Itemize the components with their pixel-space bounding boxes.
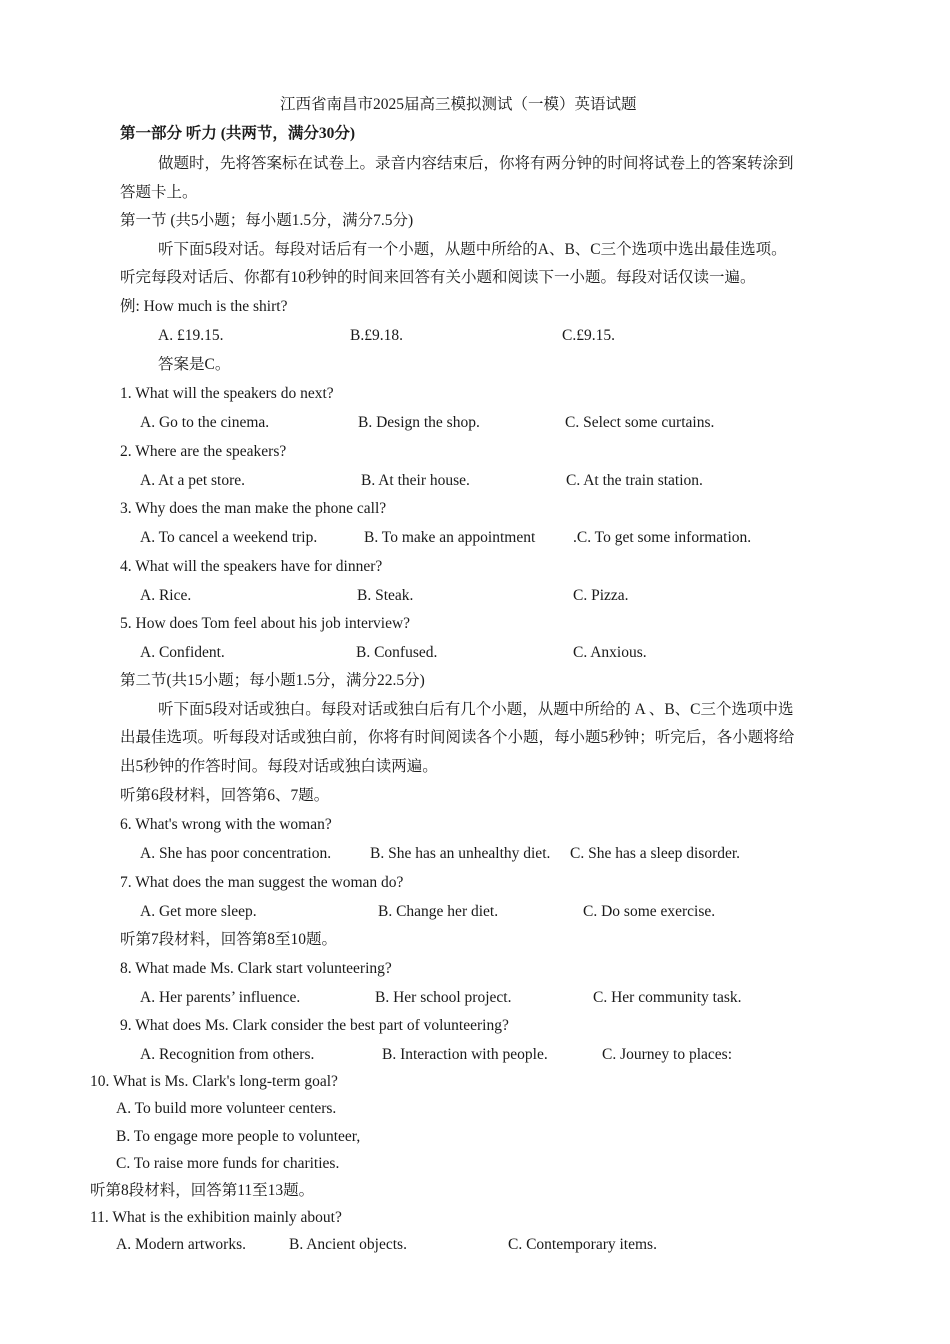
option-a: A. To build more volunteer centers. (116, 1100, 337, 1117)
option-c: C. Anxious. (573, 644, 647, 661)
option-b: B. Confused. (356, 644, 438, 661)
option-b: B. Ancient objects. (289, 1236, 407, 1253)
example-option-a: A. £19.15. (158, 327, 224, 344)
option-a: A. Go to the cinema. (140, 414, 270, 431)
option-b: B. Change her diet. (378, 903, 499, 920)
material-6-heading: 听第6段材料，回答第6、7题。 (120, 787, 330, 804)
section1-directions: 听下面5段对话。每段对话后有一个小题，从题中所给的A、B、C三个选项中选出最佳选项。 (158, 241, 787, 258)
option-b: B. Interaction with people. (382, 1046, 548, 1063)
instructions-line: 答题卡上。 (120, 184, 198, 201)
part1-heading: 第一部分 听力 (共两节，满分30分) (120, 125, 356, 142)
option-c: C. Contemporary items. (508, 1236, 657, 1253)
example-option-c: C.£9.15. (562, 327, 615, 344)
question-text: 8. What made Ms. Clark start volunteering? (120, 960, 392, 977)
question-text: 2. Where are the speakers? (120, 443, 287, 460)
option-c: C. She has a sleep disorder. (570, 845, 741, 862)
option-a: A. To cancel a weekend trip. (140, 529, 318, 546)
question-text: 9. What does Ms. Clark consider the best part of volunteering? (120, 1017, 509, 1034)
option-c: C. Journey to places: (602, 1046, 733, 1063)
question-text: 4. What will the speakers have for dinner? (120, 558, 383, 575)
section1-heading: 第一节 (共5小题；每小题1.5分，满分7.5分) (120, 212, 414, 229)
option-a: A. She has poor concentration. (140, 845, 332, 862)
option-b: B. Design the shop. (358, 414, 480, 431)
option-c: C. To raise more funds for charities. (116, 1155, 340, 1172)
option-b: B. She has an unhealthy diet. (370, 845, 551, 862)
option-c: C. At the train station. (566, 472, 703, 489)
option-b: B. To make an appointment (364, 529, 536, 546)
option-a: A. Recognition from others. (140, 1046, 315, 1063)
option-a: A. Rice. (140, 587, 192, 604)
option-b: B. Her school project. (375, 989, 512, 1006)
option-b: B. Steak. (357, 587, 414, 604)
question-text: 3. Why does the man make the phone call? (120, 500, 387, 517)
question-text: 1. What will the speakers do next? (120, 385, 334, 402)
instructions-line: 做题时，先将答案标在试卷上。录音内容结束后，你将有两分钟的时间将试卷上的答案转涂到 (158, 155, 794, 172)
section2-directions: 出5秒钟的作答时间。每段对话或独白读两遍。 (120, 758, 438, 775)
section2-heading: 第二节(共15小题；每小题1.5分，满分22.5分) (120, 672, 425, 689)
section2-directions: 出最佳选项。听每段对话或独白前，你将有时间阅读各个小题，每小题5秒钟；听完后，各小题将给 (120, 729, 795, 746)
option-b: B. To engage more people to volunteer, (116, 1128, 361, 1145)
question-text: 5. How does Tom feel about his job interview? (120, 615, 411, 632)
option-c: C. Do some exercise. (583, 903, 716, 920)
question-text: 6. What's wrong with the woman? (120, 816, 332, 833)
option-c: C. Select some curtains. (565, 414, 715, 431)
example-option-b: B.£9.18. (350, 327, 403, 344)
option-b: B. At their house. (361, 472, 470, 489)
option-c: .C. To get some information. (573, 529, 752, 546)
example-answer: 答案是C。 (158, 356, 231, 373)
section2-directions: 听下面5段对话或独白。每段对话或独白后有几个小题，从题中所给的 A 、B、C三个选项中选 (158, 701, 794, 718)
option-c: C. Pizza. (573, 587, 629, 604)
option-a: A. Modern artworks. (116, 1236, 247, 1253)
option-a: A. At a pet store. (140, 472, 246, 489)
question-text: 7. What does the man suggest the woman do? (120, 874, 404, 891)
material-8-heading: 听第8段材料，回答第11至13题。 (90, 1182, 315, 1199)
question-text: 10. What is Ms. Clark's long-term goal? (90, 1073, 338, 1090)
example-question: 例: How much is the shirt? (120, 298, 288, 315)
section1-directions: 听完每段对话后、你都有10秒钟的时间来回答有关小题和阅读下一小题。每段对话仅读一遍。 (120, 269, 756, 286)
material-7-heading: 听第7段材料，回答第8至10题。 (120, 931, 338, 948)
option-a: A. Her parents’ influence. (140, 989, 301, 1006)
option-c: C. Her community task. (593, 989, 742, 1006)
page-title: 江西省南昌市2025届高三模拟测试（一模）英语试题 (280, 96, 637, 113)
option-a: A. Confident. (140, 644, 225, 661)
question-text: 11. What is the exhibition mainly about? (90, 1209, 342, 1226)
option-a: A. Get more sleep. (140, 903, 257, 920)
